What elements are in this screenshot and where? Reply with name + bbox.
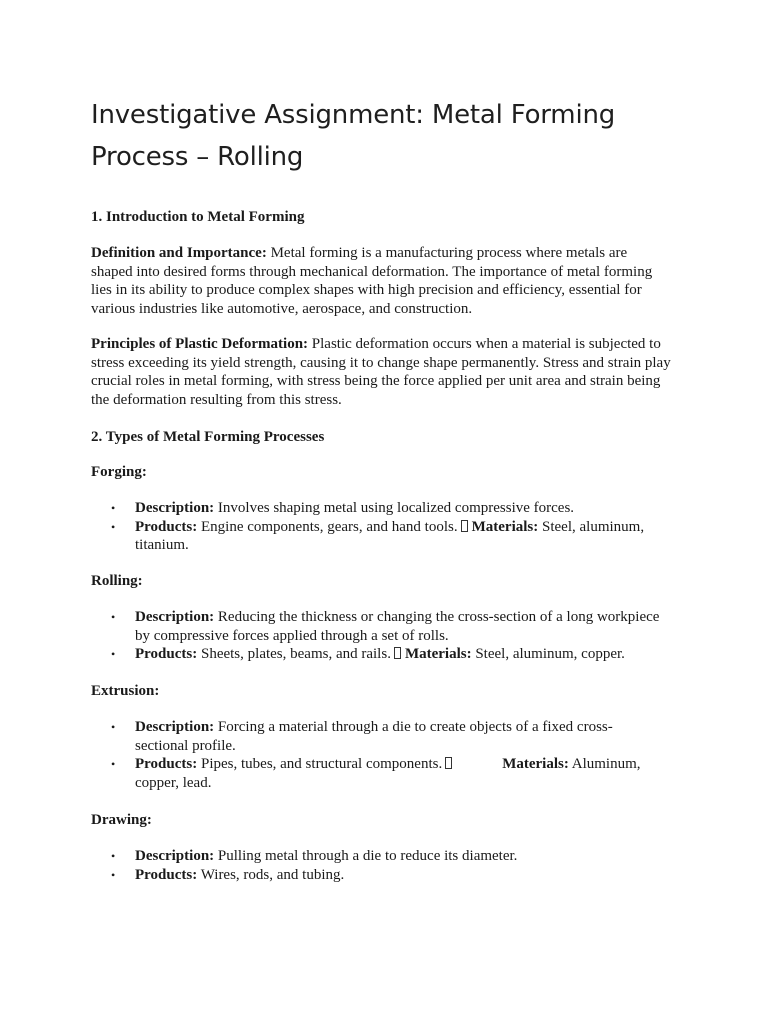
missing-glyph-icon	[461, 520, 468, 532]
definition-label: Definition and Importance:	[91, 245, 267, 261]
drawing-list	[91, 847, 665, 884]
description-text: Forcing a material through a die to create objects of a fixed cross-sectional profile.	[135, 719, 613, 754]
materials-text: Steel, aluminum, copper.	[471, 646, 625, 662]
bullet-icon: •	[111, 757, 116, 771]
section-2-heading: 2. Types of Metal Forming Processes	[91, 429, 325, 445]
list-item	[91, 518, 665, 555]
products-text: Wires, rods, and tubing.	[197, 866, 345, 883]
description-label: Description:	[135, 719, 215, 735]
list-item	[91, 866, 665, 885]
products-text: Pipes, tubes, and structural components.	[197, 756, 443, 772]
description-text: Pulling metal through a die to reduce its diameter.	[214, 848, 518, 864]
principles-text: Plastic deformation occurs when a material is subjected to stress exceeding its yield strength, causing it to change shape permanently. Stress and strain play crucial roles in metal forming, with stress being the force applied per unit area and strain being the deformation resulting from this stress.	[91, 336, 671, 408]
rolling-list	[91, 608, 665, 664]
extrusion-label: Extrusion:	[91, 683, 160, 699]
principles-label: Principles of Plastic Deformation:	[91, 336, 309, 352]
list-item	[91, 499, 665, 518]
materials-label: Materials:	[502, 756, 569, 772]
bullet-icon: •	[111, 867, 116, 882]
bullet-icon: •	[111, 720, 116, 734]
list-item	[91, 847, 665, 866]
materials-label: Materials:	[404, 646, 472, 662]
section-1-heading: 1. Introduction to Metal Forming	[91, 209, 305, 225]
list-item	[91, 608, 665, 645]
bullet-icon: •	[111, 501, 116, 515]
description-text: Reducing the thickness or changing the cross-section of a long workpiece by compressive forces applied through a set of rolls.	[135, 609, 660, 644]
bullet-icon: •	[111, 519, 116, 534]
bullet-icon: •	[111, 610, 116, 624]
definition-text: Metal forming is a manufacturing process where metals are shaped into desired forms through mechanical deformation. The importance of metal forming lies in its ability to produce complex shapes with high precision and efficiency, essential for various industries like automotive, aerospace, and construction.	[91, 245, 653, 317]
products-label: Products:	[135, 756, 198, 772]
forging-label: Forging:	[91, 464, 147, 480]
missing-glyph-icon	[394, 647, 401, 659]
description-label: Description:	[135, 500, 215, 516]
description-text: Involves shaping metal using localized compressive forces.	[214, 500, 575, 516]
definition-paragraph	[91, 244, 671, 318]
description-label: Description:	[135, 609, 215, 625]
extrusion-list	[91, 718, 665, 792]
products-text: Engine components, gears, and hand tools.	[197, 518, 458, 535]
list-item	[91, 718, 665, 755]
products-text: Sheets, plates, beams, and rails.	[197, 646, 391, 662]
rolling-label: Rolling:	[91, 573, 143, 589]
bullet-icon: •	[111, 647, 116, 661]
list-item	[91, 755, 665, 792]
document-title: Investigative Assignment: Metal Forming Process – Rolling	[91, 100, 616, 172]
products-label: Products:	[135, 518, 198, 535]
forging-list	[91, 499, 665, 555]
principles-paragraph	[91, 335, 671, 409]
drawing-label: Drawing:	[91, 812, 152, 828]
products-label: Products:	[135, 866, 198, 883]
description-label: Description:	[135, 848, 215, 864]
missing-glyph-icon	[445, 757, 452, 769]
bullet-icon: •	[111, 849, 116, 863]
materials-text: Steel, aluminum, titanium.	[135, 518, 645, 553]
materials-label: Materials:	[471, 518, 539, 535]
products-label: Products:	[135, 646, 198, 662]
materials-text: Aluminum, copper, lead.	[135, 756, 641, 791]
list-item	[91, 645, 665, 664]
